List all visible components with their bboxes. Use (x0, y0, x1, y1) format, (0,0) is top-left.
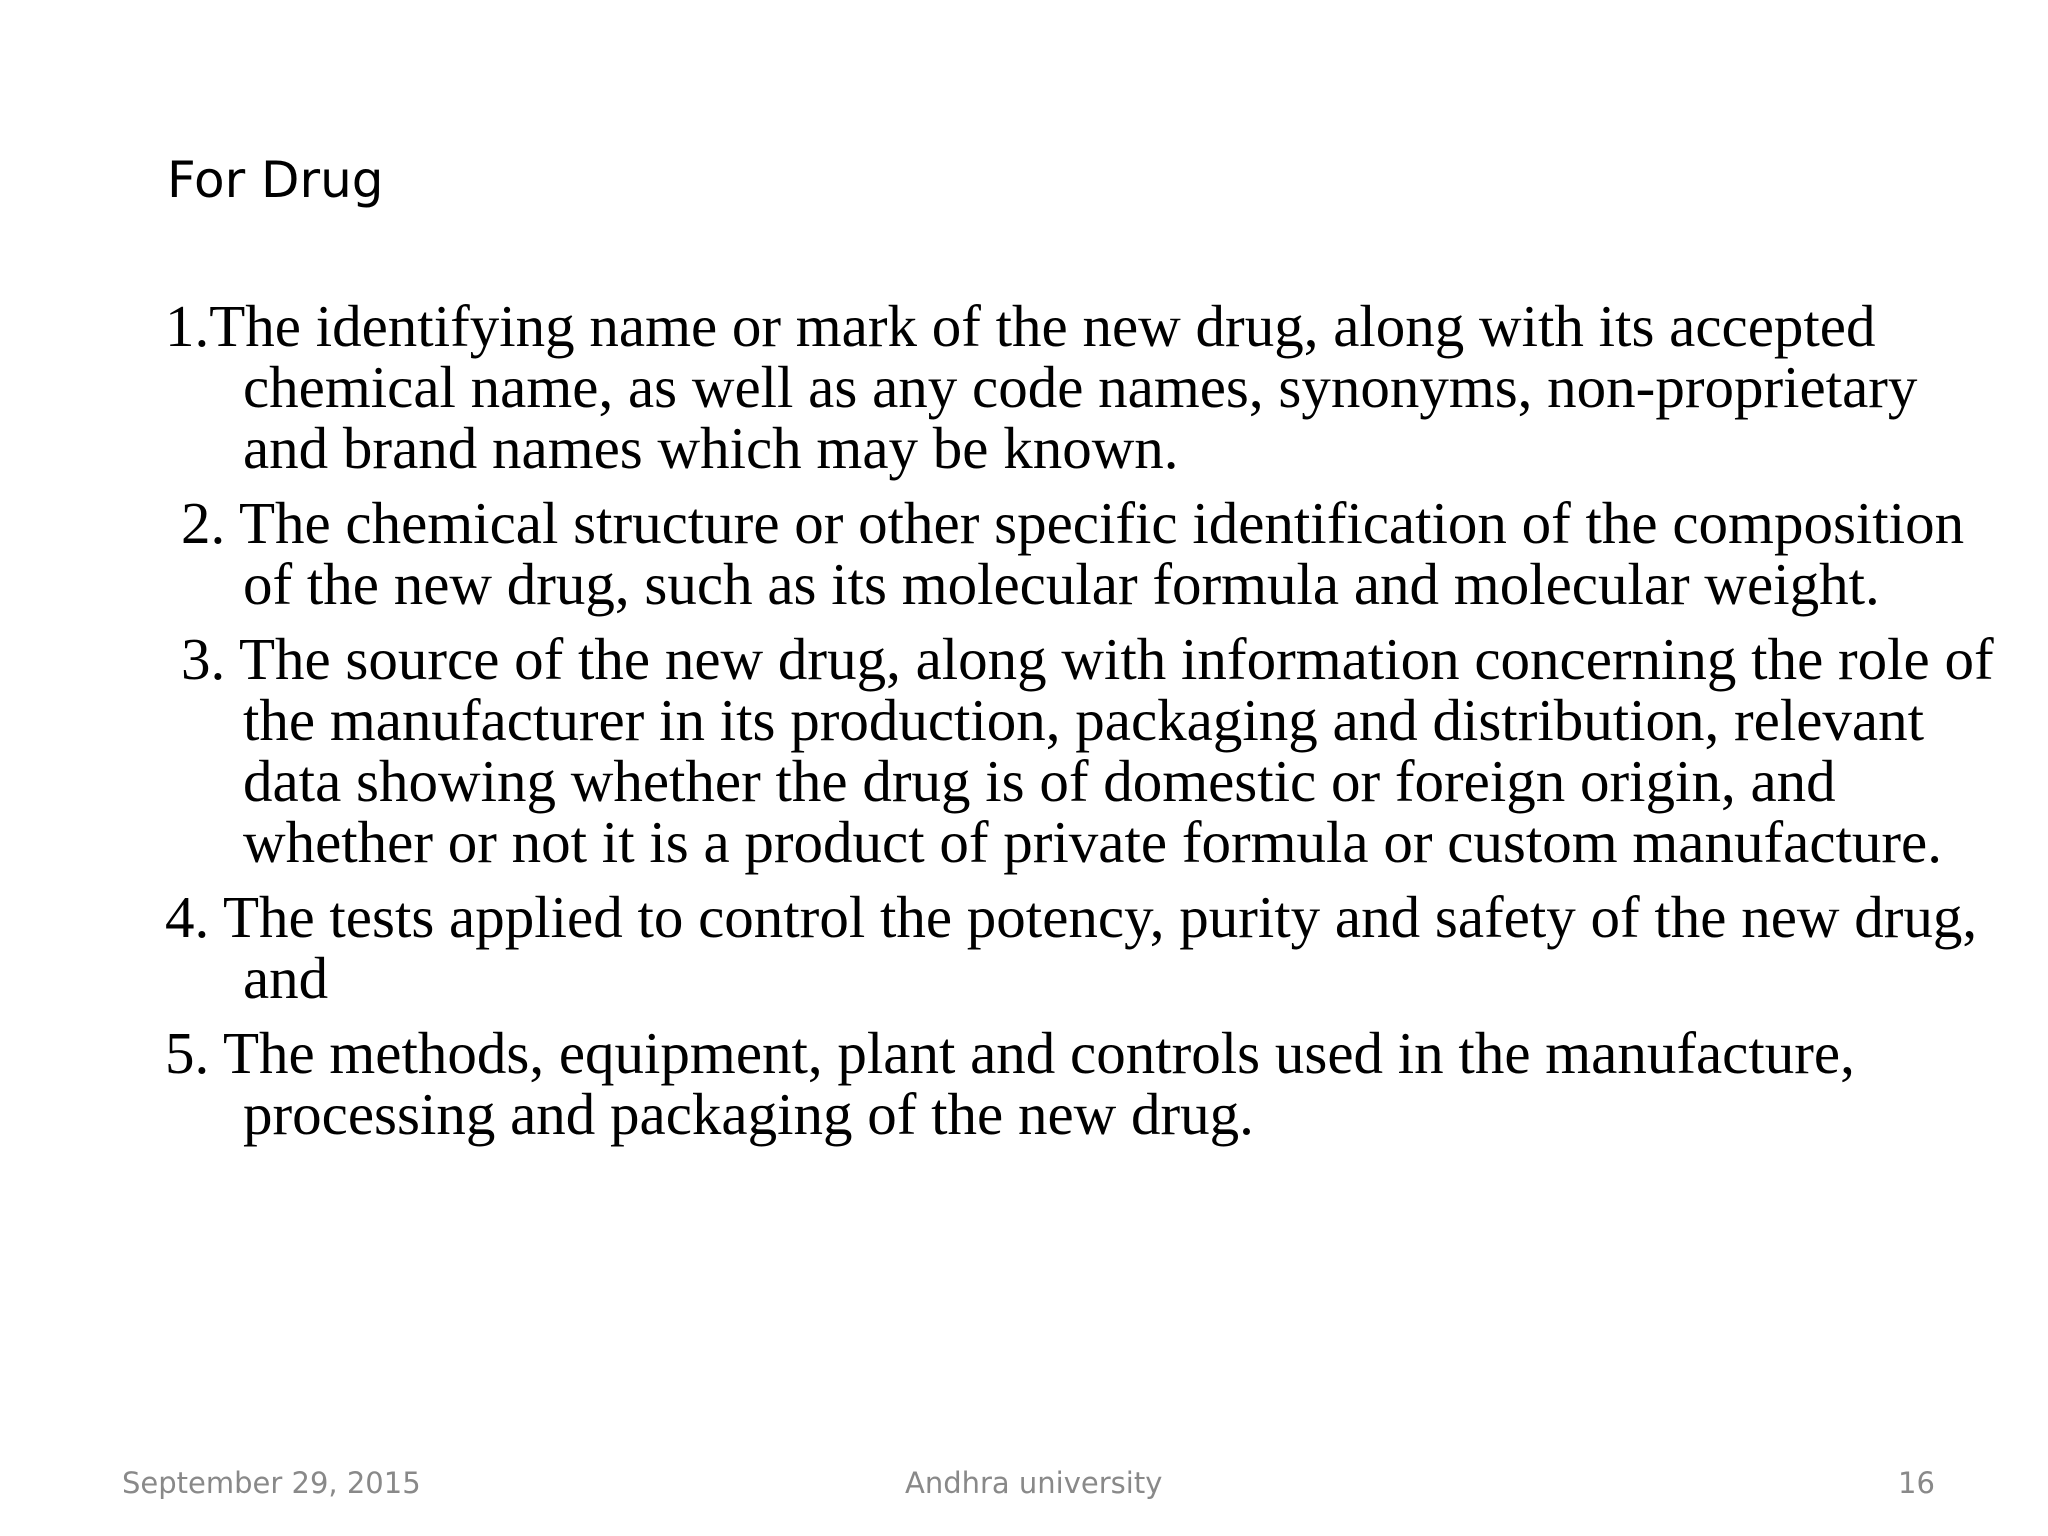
item-number: 4. (165, 884, 223, 950)
list-item (165, 293, 1995, 481)
item-list (165, 293, 1995, 1147)
item-text: The chemical structure or other specific identification of the composition of the new drug, such as its molecular formula and molecular weight. (238, 490, 1965, 617)
item-text: The identifying name or mark of the new drug, along with its accepted chemical name, as well as any code names, synonyms, non-proprietary and brand names which may be known. (209, 293, 1918, 481)
footer-date: September 29, 2015 (122, 1466, 421, 1500)
list-item (165, 1020, 1995, 1147)
slide-number: 16 (1898, 1466, 1935, 1500)
list-item (165, 884, 1995, 1011)
item-text: The methods, equipment, plant and controls used in the manufacture, processing and packaging of the new drug. (222, 1020, 1855, 1147)
item-number: 5. (165, 1020, 223, 1086)
list-item (165, 490, 1995, 617)
list-item (165, 626, 1995, 875)
item-number: 3. (181, 626, 239, 692)
slide-title: For Drug (167, 151, 384, 209)
item-number: 1. (165, 293, 210, 359)
item-text: The source of the new drug, along with information concerning the role of the manufacturer in its production, packaging and distribution, relevant data showing whether the drug is of domestic or foreign origin, and whether or not it is a product of private formula or custom manufacture. (238, 626, 1994, 875)
footer-organization: Andhra university (905, 1466, 1163, 1500)
item-number: 2. (181, 490, 239, 556)
item-text: The tests applied to control the potency, purity and safety of the new drug, and (222, 884, 1978, 1011)
